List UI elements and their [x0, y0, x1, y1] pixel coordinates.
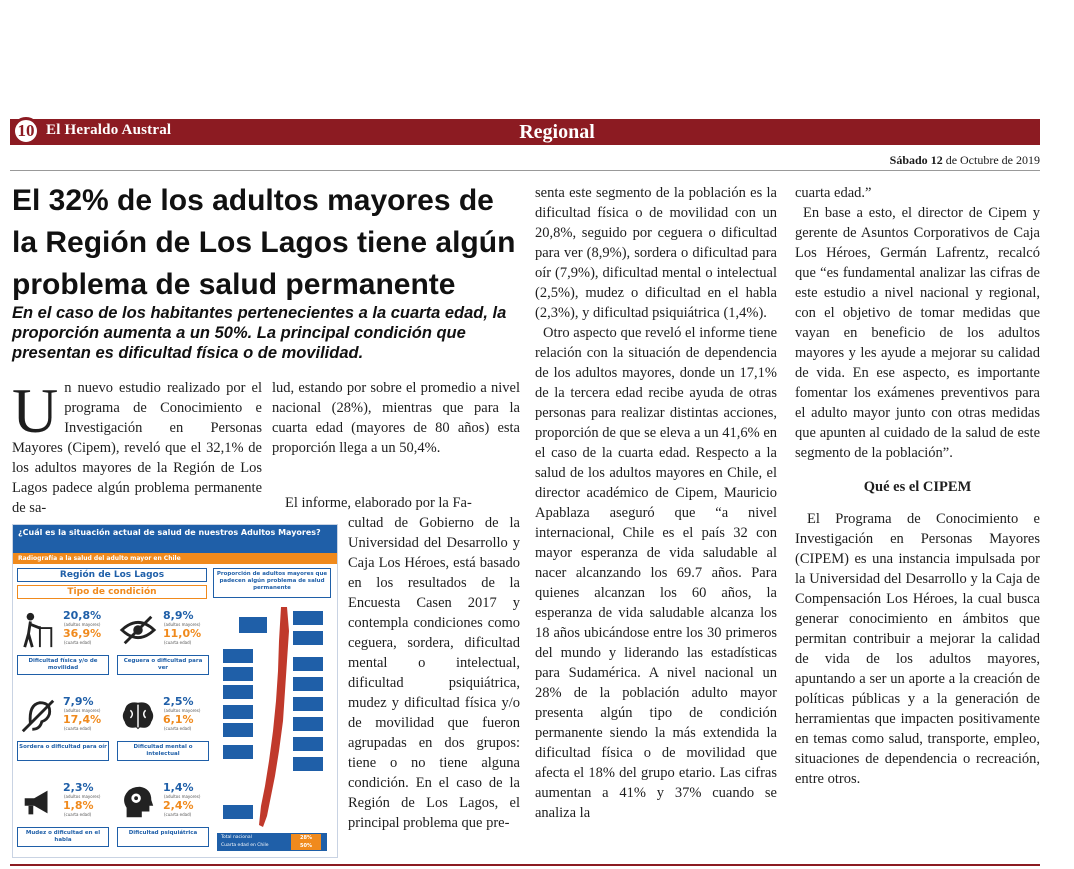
footer-rule	[10, 864, 1040, 866]
national-label: Total nacional	[221, 835, 252, 840]
body-col-2-wrap: cultad de Gobierno de la Universidad del Desarrollo y Caja Los Héroes, está basado en los resultados de la Encuesta Casen 2017 y contempla condiciones como ceguera, sordera, dificultad mental o intelectual, dificultad psiquiátrica, mudez y dificultad física y/o de movilidad que fueron agrupadas en dos grupos: tiene o no tiene alguna condición. En el caso de la Región de Los Lagos, el principal problema que pre-	[348, 515, 520, 831]
sub-label: (adultos mayores)	[64, 622, 101, 627]
divider	[10, 170, 1040, 171]
condition-cell	[117, 691, 213, 773]
region-label: Región de Los Lagos	[17, 568, 207, 582]
pct-cuarta: 2,4%	[163, 799, 194, 812]
pct-adultos: 2,3%	[63, 781, 94, 794]
sub-label: (cuarta edad)	[164, 726, 192, 731]
pct-adultos: 20,8%	[63, 609, 102, 622]
condition-cell	[17, 777, 113, 859]
drop-cap: U	[12, 375, 59, 446]
paragraph: cuarta edad.”	[795, 185, 872, 201]
paragraph: Otro aspecto que reveló el informe tiene relación con la situación de dependencia de los adultos mayores, donde un 17,1% de la tercera edad recibe ayuda de otras personas para realizar distintas acciones, proporción de que se eleva a un 41,6% en el caso de la cuarta edad. Respecto a la salud de los adultos mayores en Chile, el director académico de Cipem, Mauricio Apablaza aseguró que “a nivel internacional, Chile es el país 32 con mayor esperanza de vida saludable al nacer alcanzando los 69.7 años. Para quienes alcanzan los 60 años, la esperanza de vida saludable alcanza los 18 años ubicándose entre los 30 primeros del mundo y liderando las estadísticas para Sudamérica. A nivel nacional un 28% de la población adulto mayor presenta algún tipo de condición permanente siendo la más extendida la dificultad física o de movilidad que afecta el 18% del grupo etario. Las cifras aumentan a 41% y 37% cuando se analiza la	[535, 325, 777, 821]
sub-label: (adultos mayores)	[64, 794, 101, 799]
body-col-2-top: lud, estando por sobre el promedio a nivel nacional (28%), mientras que para la cuarta edad (mayores de 80 años) esta proporción llega a un 50,4%.	[272, 380, 520, 456]
date-number: 12	[930, 153, 943, 167]
proportion-label: Proporción de adultos mayores que padecen algún problema de salud permanente	[213, 568, 331, 598]
megaphone-icon	[19, 783, 57, 821]
chile-map	[213, 601, 331, 831]
body-text: n nuevo estudio realizado por el programa de Conocimiento e Investigación en Personas Mayores (Cipem), reveló que el 32,1% de los adultos mayores de la Región de Los Lagos padece algún problema permanente de sa-	[12, 380, 262, 516]
section-title: Regional	[519, 121, 595, 143]
date-rest: de Octubre de 2019	[945, 153, 1040, 167]
pct-adultos: 8,9%	[163, 609, 194, 622]
pct-cuarta: 6,1%	[163, 713, 194, 726]
walker-icon	[19, 611, 57, 649]
national-values	[291, 834, 321, 850]
sub-label: (adultos mayores)	[164, 794, 201, 799]
sub-label: (adultos mayores)	[164, 708, 201, 713]
condition-label: Dificultad psiquiátrica	[117, 827, 209, 847]
pct-cuarta: 36,9%	[63, 627, 102, 640]
subheadline: En el caso de los habitantes pertenecientes a la cuarta edad, la proporción aumenta a un 50%. La principal condición que presentan es dificultad física o de movilidad.	[12, 304, 507, 362]
national-value: 50%	[300, 843, 312, 849]
condition-label: Sordera o dificultad para oír	[17, 741, 109, 761]
pct-adultos: 1,4%	[163, 781, 194, 794]
condition-label: Dificultad física y/o de movilidad	[17, 655, 109, 675]
condition-cell	[117, 777, 213, 859]
condition-label: Mudez o dificultad en el habla	[17, 827, 109, 847]
newspaper-name: El Heraldo Austral	[46, 122, 172, 138]
issue-date	[890, 153, 1040, 168]
sub-label: (cuarta edad)	[164, 640, 192, 645]
paragraph: El Programa de Conocimiento e Investigación en Personas Mayores (CIPEM) es una instancia impulsada por la Universidad del Desarrollo y la Caja de Compensación Los Héroes, la cual busca generar conocimiento en ámbitos que permitan contribuir a mejorar la calidad de vida de los adultos mayores, apuntando a ser un aporte a la creación de políticas públicas y a la generación de herramientas que impacten positivamente en temas como salud, transporte, empleo, situaciones de dependencia o recreación, entre otros.	[795, 511, 1040, 787]
pct-cuarta: 11,0%	[163, 627, 202, 640]
sub-label: (adultos mayores)	[164, 622, 201, 627]
pct-cuarta: 17,4%	[63, 713, 102, 726]
paragraph: En base a esto, el director de Cipem y gerente de Asuntos Corporativos de Caja Los Héroes, Germán Lafrentz, recalcó que “es fundamental analizar las cifras de este estudio a nivel nacional y regional, con el objetivo de tomar medidas que vayan en beneficio de los adultos mayores y les ayude a mejorar su calidad de vida. En ese aspecto, es importante fomentar los exámenes preventivos para el adulto mayor junto con otras medidas que apunten al cuidado de la salud de este segmento de la población”.	[795, 205, 1040, 461]
infographic-title: ¿Cuál es la situación actual de salud de nuestros Adultos Mayores?	[13, 525, 337, 553]
body-col-3	[535, 183, 777, 823]
blind-eye-icon	[119, 611, 157, 649]
body-col-2-indent: El informe, elaborado por la Fa-	[285, 495, 472, 511]
condition-type-label: Tipo de condición	[17, 585, 207, 599]
condition-cell	[17, 691, 113, 773]
deaf-ear-icon	[19, 697, 57, 735]
sub-label: (cuarta edad)	[64, 812, 92, 817]
body-col-4	[795, 183, 1040, 789]
national-value: 28%	[300, 835, 312, 841]
condition-label: Ceguera o dificultad para ver	[117, 655, 209, 675]
page-number: 10	[12, 117, 40, 145]
infographic-subtitle: Radiografía a la salud del adulto mayor en Chile	[13, 553, 337, 564]
paragraph: senta este segmento de la población es la dificultad física o de movilidad con un 20,8%, seguido por ceguera o dificultad para ver (8,9%), sordera o dificultad para oír (7,9%), dificultad mental o intelectual (2,5%), mudez o dificultad en el habla (2,3%), y dificultad psiquiátrica (1,4%).	[535, 185, 777, 321]
head-gears-icon	[119, 783, 157, 821]
national-label: Cuarta edad en Chile	[221, 843, 269, 848]
national-total-box	[217, 833, 327, 851]
headline: El 32% de los adultos mayores de la Región de Los Lagos tiene algún problema de salud permanente	[12, 184, 516, 301]
sub-label: (cuarta edad)	[164, 812, 192, 817]
subhead: Qué es el CIPEM	[863, 479, 972, 495]
date-day: Sábado	[889, 153, 928, 167]
pct-adultos: 7,9%	[63, 695, 94, 708]
sub-label: (adultos mayores)	[64, 708, 101, 713]
sub-label: (cuarta edad)	[64, 726, 92, 731]
pct-adultos: 2,5%	[163, 695, 194, 708]
body-col-1	[12, 375, 262, 518]
infographic	[12, 524, 338, 858]
condition-label: Dificultad mental o intelectual	[117, 741, 209, 761]
brain-icon	[119, 697, 157, 735]
condition-cell	[117, 605, 213, 687]
sub-label: (cuarta edad)	[64, 640, 92, 645]
condition-cell	[17, 605, 113, 687]
pct-cuarta: 1,8%	[63, 799, 94, 812]
